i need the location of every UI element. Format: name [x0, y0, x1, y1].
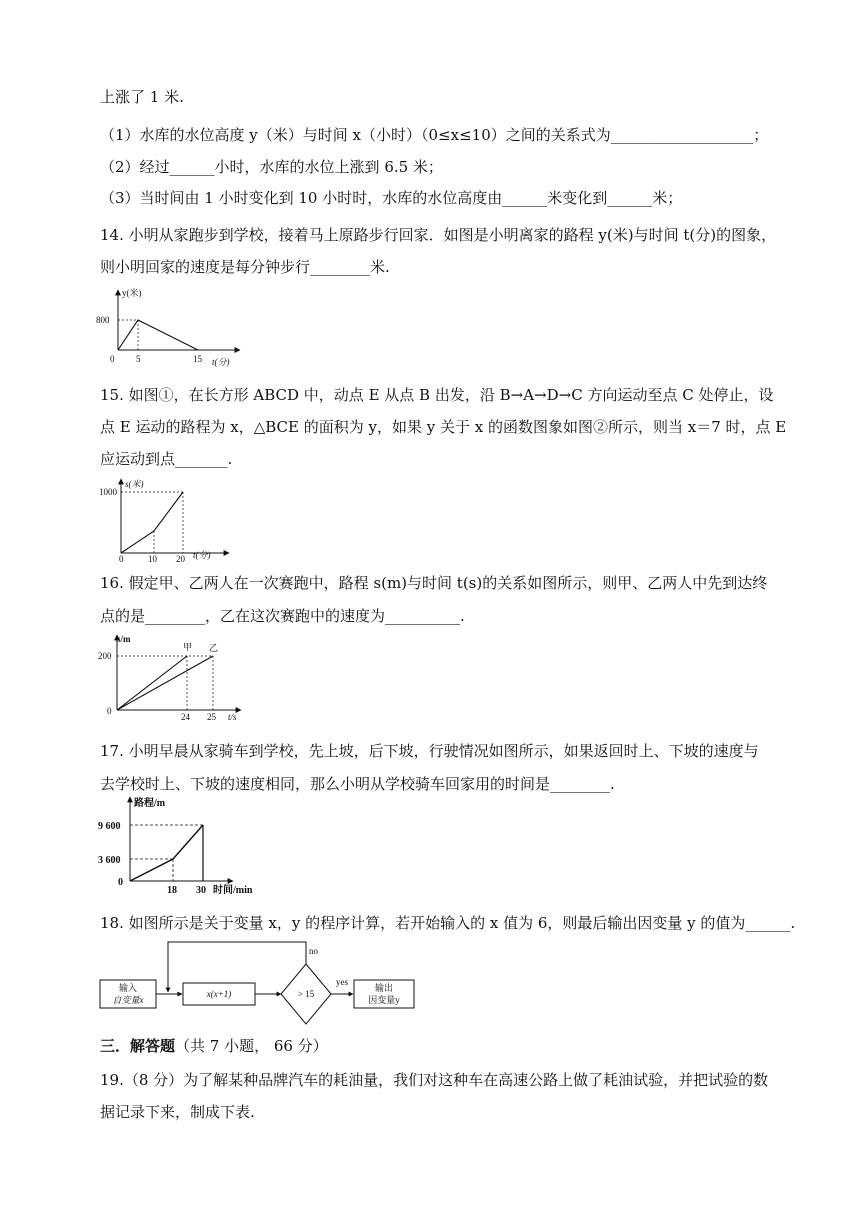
process-label: x(x+1)	[206, 989, 232, 999]
x-tick-25: 25	[207, 712, 216, 722]
section-heading: 三．解答题（共 7 小题， 66 分）	[100, 1037, 328, 1055]
text-line-2: （1）水库的水位高度 y（米）与时间 x（小时）（0≤x≤10）之间的关系式为___________________；	[100, 126, 769, 144]
y-tick-200: 200	[98, 651, 112, 661]
input-label-2: 自变量x	[112, 995, 144, 1005]
flowchart-q18	[98, 940, 428, 1025]
x-tick-15: 15	[193, 354, 202, 364]
series-label-jia: 甲	[183, 642, 193, 652]
output-label-2: 因变量y	[368, 995, 400, 1005]
chart-q14	[92, 286, 242, 376]
text-line-11: 点的是________，乙在这次赛跑中的速度为__________.	[100, 607, 465, 625]
x-tick-18: 18	[167, 885, 177, 896]
x-tick-30: 30	[196, 885, 206, 896]
text-line-16: 据记录下来，制成下表.	[100, 1103, 255, 1121]
series-line	[118, 320, 198, 350]
output-label-1: 输出	[374, 983, 394, 993]
chart-q17	[97, 793, 272, 899]
text-line-1: 上涨了 1 米.	[100, 88, 184, 106]
decision-label: > 15	[297, 989, 315, 999]
x-tick-0: 0	[107, 706, 112, 716]
y-tick-1000: 1000	[99, 487, 117, 497]
x-tick-0: 0	[110, 354, 115, 364]
series-label-yi: 乙	[209, 643, 219, 653]
text-line-5: 14. 小明从家跑步到学校，接着马上原路步行回家．如图是小明离家的路程 y(米)与时间 t(分)的图象，	[100, 226, 777, 244]
y-tick-800: 800	[96, 315, 110, 325]
text-line-12: 17. 小明早晨从家骑车到学校，先上坡，后下坡，行驶情况如图所示，如果返回时上、下坡的速度与	[100, 742, 759, 760]
series-yi	[117, 656, 213, 710]
y-tick-3600: 3 600	[98, 855, 121, 866]
yes-label: yes	[336, 977, 348, 987]
text-line-14: 18. 如图所示是关于变量 x，y 的程序计算，若开始输入的 x 值为 6，则最后输出因变量 y 的值为______.	[100, 914, 796, 932]
text-line-8: 点 E 运动的路程为 x，△BCE 的面积为 y，如果 y 关于 x 的函数图象如图②所示，则当 x＝7 时，点 E	[100, 418, 787, 436]
text-line-3: （2）经过______小时，水库的水位上涨到 6.5 米；	[100, 158, 443, 176]
series-line	[130, 825, 203, 881]
x-axis-label: t(分)	[212, 357, 230, 367]
text-line-13: 去学校时上、下坡的速度相同，那么小明从学校骑车回家用的时间是________.	[100, 775, 615, 793]
x-tick-10: 10	[148, 554, 157, 564]
text-line-10: 16. 假定甲、乙两人在一次赛跑中，路程 s(m)与时间 t(s)的关系如图所示，则甲、乙两人中先到达终	[100, 574, 768, 592]
y-axis-label: s(米)	[125, 479, 144, 489]
section-heading-rest: （共 7 小题， 66 分）	[175, 1037, 328, 1055]
y-axis-label: s/m	[117, 634, 131, 644]
x-axis-label: t(分)	[193, 550, 211, 560]
x-tick-0: 0	[118, 877, 123, 888]
y-axis-label: y(米)	[122, 288, 142, 298]
y-axis-label: 路程/m	[134, 798, 166, 809]
text-line-4: （3）当时间由 1 小时变化到 10 小时时，水库的水位高度由______米变化到______米；	[100, 189, 683, 207]
series-line	[121, 492, 183, 553]
input-label-1: 输入	[118, 983, 138, 993]
x-tick-20: 20	[176, 554, 185, 564]
x-tick-24: 24	[181, 712, 190, 722]
x-axis-label: t/s	[228, 712, 237, 722]
chart-q16	[97, 632, 247, 722]
series-jia	[117, 656, 187, 710]
y-tick-9600: 9 600	[98, 821, 121, 832]
no-label: no	[309, 946, 318, 956]
text-line-15: 19.（8 分）为了解某种品牌汽车的耗油量，我们对这种车在高速公路上做了耗油试验，并把试验的数	[100, 1071, 769, 1089]
text-line-6: 则小明回家的速度是每分钟步行________米.	[100, 258, 390, 276]
text-line-9: 应运动到点_______.	[100, 450, 233, 468]
x-tick-5: 5	[136, 354, 141, 364]
x-tick-0: 0	[119, 554, 124, 564]
chart-q15	[97, 476, 232, 568]
text-line-7: 15. 如图①，在长方形 ABCD 中，动点 E 从点 B 出发，沿 B→A→D→C 方向运动至点 C 处停止，设	[100, 386, 774, 404]
x-axis-label: 时间/min	[213, 885, 253, 896]
